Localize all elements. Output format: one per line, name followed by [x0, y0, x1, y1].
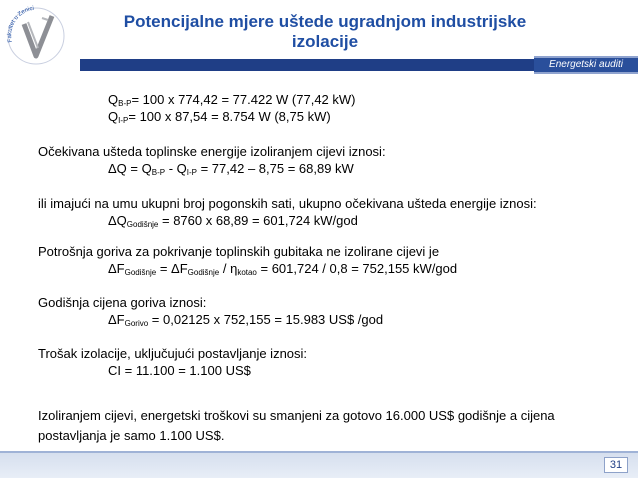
- logo-text: Fakultet u Zenici: [7, 5, 35, 43]
- text-fuel-price: Godišnja cijena goriva iznosi:: [38, 295, 207, 310]
- formula-delta-f-fuel: $\Delta F_{Gorivo} = 0,02125$ x 752,155 = 15.983 US$ /god: [108, 312, 384, 328]
- formula-delta-q-annual: $\Delta Q_{Godišnje} = 8760$ x 68,89 = 601,724 kW/god: [108, 213, 358, 229]
- slide-title-line1: Potencijalne mjere uštede ugradnjom industrijske: [123, 12, 527, 31]
- text-insulation-cost: Trošak izolacije, uključujući postavljanje iznosi:: [38, 346, 308, 361]
- summary-line2: postavljanja je samo 1.100 US$.: [38, 428, 225, 443]
- formula-delta-q: $\Delta Q = Q_{B-P} - Q_{I-P} = 77,42 - 8,75 = 68,89$ kW: [108, 161, 354, 177]
- formula-ci: CI = 11.100 = 1.100 US$: [108, 363, 251, 378]
- university-logo-icon: [2, 2, 66, 66]
- footer-bar: [0, 451, 638, 478]
- summary-line1: Izoliranjem cijevi, energetski troškovi su smanjeni za gotovo 16.000 US$ godišnje a cijena: [38, 408, 555, 423]
- section-label: Energetski auditi: [534, 56, 638, 74]
- slide-title: [110, 12, 540, 52]
- text-expected-saving: Očekivana ušteda toplinske energije izoliranjem cijevi iznosi:: [38, 144, 386, 159]
- slide-title-line2: izolacije: [291, 32, 359, 51]
- text-operating-hours: ili imajući na umu ukupni broj pogonskih sati, ukupno očekivana ušteda energije iznosi:: [38, 196, 537, 211]
- formula-qip: $Q_{I-P}= 100$ x 87,54 = 8.754 W (8,75 kW): [108, 109, 331, 125]
- page-number: 31: [604, 457, 628, 473]
- text-fuel-consumption: Potrošnja goriva za pokrivanje toplinskih gubitaka ne izolirane cijevi je: [38, 244, 440, 259]
- formula-delta-f-annual: $\Delta F_{Godišnje} = \Delta F_{Godišnje} / \eta_{kotao} = 601,724 / 0,8 = 752,155$ kW/god: [108, 261, 458, 277]
- formula-qbp: $Q_{B-P}= 100$ x 774,42 = 77.422 W (77,42 kW): [108, 92, 356, 108]
- summary-text: [38, 406, 628, 446]
